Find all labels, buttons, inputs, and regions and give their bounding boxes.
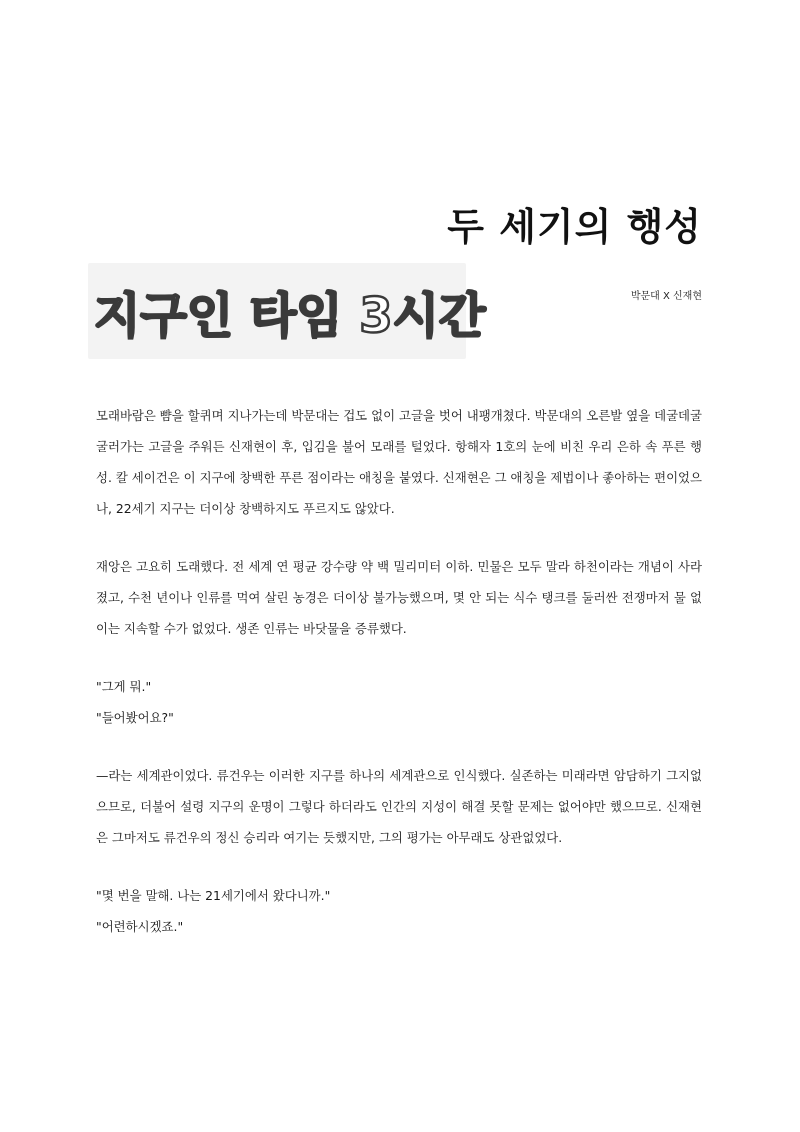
dialogue-line: "그게 뭐." <box>96 679 152 694</box>
document-title: 두 세기의 행성 <box>447 205 702 249</box>
paragraph: —라는 세계관이었다. 류건우는 이러한 지구를 하나의 세계관으로 인식했다. 실존하는 미래라면 암담하기 그지없으므로, 더불어 설령 지구의 운명이 그렇다 하더라도 인간의 지성이 해결 못할 문제는 없어야만 했으므로. 신재현은 그마저도 류건우의 정신 승리라 여기는 듯했지만, 그의 평가는 아무래도 상관없었다. <box>96 768 702 845</box>
dialogue-line: "들어봤어요?" <box>96 710 174 725</box>
banner-text: 지구인 타임 3시간 <box>94 288 486 344</box>
story-body <box>96 400 702 942</box>
paragraph: 재앙은 고요히 도래했다. 전 세계 연 평균 강수량 약 백 밀리미터 이하. 민물은 모두 말라 하천이라는 개념이 사라졌고, 수천 년이나 인류를 먹여 살린 농경은 더이상 불가능했으며, 몇 안 되는 식수 탱크를 둘러싼 전쟁마저 물 없이는 지속할 수가 없었다. 생존 인류는 바닷물을 증류했다. <box>96 559 702 636</box>
paragraph: 모래바람은 뺨을 할퀴며 지나가는데 박문대는 겁도 없이 고글을 벗어 내팽개쳤다. 박문대의 오른발 옆을 데굴데굴 굴러가는 고글을 주워든 신재현이 후, 입김을 불어 모래를 털었다. 항해자 1호의 눈에 비친 우리 은하 속 푸른 행성. 칼 세이건은 이 지구에 창백한 푸른 점이라는 애칭을 붙였다. 신재현은 그 애칭을 제법이나 좋아하는 편이었으나, 22세기 지구는 더이상 창백하지도 푸르지도 않았다. <box>96 408 702 516</box>
title-banner <box>88 263 486 359</box>
author-credit: 박문대 X 신재현 <box>630 291 702 302</box>
dialogue-line: "몇 번을 말해. 나는 21세기에서 왔다니까." <box>96 888 331 903</box>
dialogue-line: "어련하시겠죠." <box>96 919 184 934</box>
